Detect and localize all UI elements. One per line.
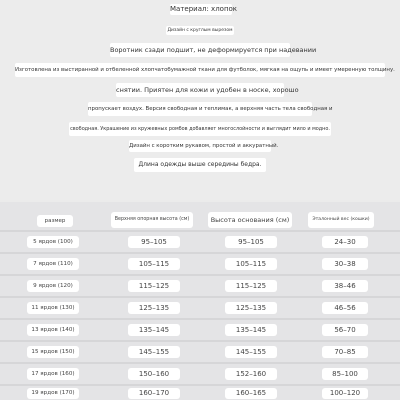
weight-cell: 56–70	[322, 324, 368, 336]
header-weight: Эталонный вес (кошки)	[308, 212, 374, 228]
weight-cell: 30–38	[322, 258, 368, 270]
weight-cell: 24–30	[322, 236, 368, 248]
style-line: свободная. Украшение из кружевных ромбов добавляет многослойности и выглядит мило и модно.	[69, 122, 331, 136]
base-height-cell: 145–155	[225, 346, 277, 358]
header-top-height: Верхняя опорная высота (см)	[111, 212, 193, 228]
base-height-cell: 160–165	[225, 388, 277, 399]
size-cell: 9 ярдов (120)	[27, 280, 79, 292]
fabric-line: Изготовлена из выстиранной и отбеленной хлопчатобумажной ткани для футболок, мягкая на ощупь и имеет умеренную толщину.	[15, 63, 385, 77]
top-height-cell: 145–155	[128, 346, 180, 358]
size-cell: 5 ярдов (100)	[27, 236, 79, 248]
length-line: Длина одежды выше середины бедра.	[134, 158, 266, 172]
collar-line: Воротник сзади подшит, не деформируется при надевании	[110, 43, 290, 57]
top-height-cell: 105–115	[128, 258, 180, 270]
top-height-cell: 135–145	[128, 324, 180, 336]
base-height-cell: 135–145	[225, 324, 277, 336]
design-line: Дизайн с круглым вырезом	[167, 28, 233, 33]
header-base-height: Высота основания (см)	[208, 212, 292, 228]
size-table	[0, 202, 400, 400]
size-cell: 7 ярдов (110)	[27, 258, 79, 270]
base-height-cell: 125–135	[225, 302, 277, 314]
size-cell: 15 ярдов (150)	[27, 346, 79, 358]
header-size: размер	[37, 215, 73, 227]
weight-cell: 85–100	[322, 368, 368, 380]
base-height-cell: 115–125	[225, 280, 277, 292]
weight-cell: 100–120	[322, 388, 368, 399]
sleeve-line: Дизайн с коротким рукавом, простой и аккуратный.	[129, 140, 271, 152]
top-height-cell: 125–135	[128, 302, 180, 314]
breath-line: пропускает воздух. Версия свободная и теплимак, а верхняя часть тела свободная и	[88, 102, 312, 116]
base-height-cell: 95–105	[225, 236, 277, 248]
top-height-cell: 95–105	[128, 236, 180, 248]
feel-line: снятии. Приятен для кожи и удобен в носке, хорошо	[116, 83, 284, 97]
base-height-cell: 105–115	[225, 258, 277, 270]
size-cell: 17 ярдов (160)	[27, 368, 79, 380]
weight-cell: 46–56	[322, 302, 368, 314]
size-cell: 19 ярдов (170)	[27, 388, 79, 399]
weight-cell: 38–46	[322, 280, 368, 292]
top-height-cell: 160–170	[128, 388, 180, 399]
size-cell: 11 ярдов (130)	[27, 302, 79, 314]
top-height-cell: 150–160	[128, 368, 180, 380]
size-cell: 13 ярдов (140)	[27, 324, 79, 336]
material-line: Материал: хлопок	[170, 5, 238, 13]
base-height-cell: 152–160	[225, 368, 277, 380]
top-height-cell: 115–125	[128, 280, 180, 292]
weight-cell: 70–85	[322, 346, 368, 358]
